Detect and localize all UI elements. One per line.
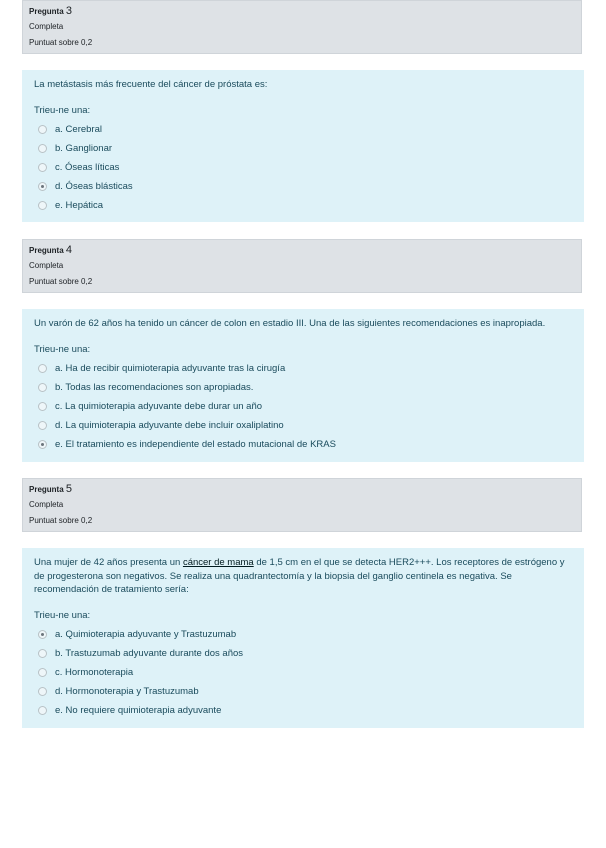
answer-label[interactable]: c. Óseas líticas	[55, 161, 120, 173]
radio-button[interactable]	[38, 201, 47, 210]
answer-prompt: Trieu-ne una:	[34, 104, 91, 116]
question-info-3	[22, 0, 582, 54]
answer-prompt: Trieu-ne una:	[34, 343, 91, 355]
answer-label[interactable]: a. Ha de recibir quimioterapia adyuvante tras la cirugía	[55, 362, 286, 374]
question-content-5	[22, 548, 584, 728]
question-info-5	[22, 478, 582, 532]
answer-label[interactable]: e. Hepática	[55, 199, 104, 211]
question-state: Completa	[29, 500, 64, 509]
answer-option[interactable]	[34, 625, 572, 644]
answer-label[interactable]: b. Ganglionar	[55, 142, 113, 154]
answer-option[interactable]	[34, 378, 572, 397]
answer-option[interactable]	[34, 177, 572, 196]
answer-list	[34, 625, 572, 720]
radio-button[interactable]	[38, 144, 47, 153]
question-text: La metástasis más frecuente del cáncer de próstata es:	[34, 79, 268, 90]
radio-button-selected[interactable]	[38, 182, 47, 191]
answer-label[interactable]: a. Quimioterapia adyuvante y Trastuzumab	[55, 628, 237, 640]
question-text: Un varón de 62 años ha tenido un cáncer de colon en estadio III. Una de las siguientes recomendaciones es inapropiada.	[34, 318, 546, 329]
radio-button[interactable]	[38, 163, 47, 172]
answer-label[interactable]: b. Todas las recomendaciones son apropiadas.	[55, 381, 254, 393]
answer-option[interactable]	[34, 663, 572, 682]
question-grade: Puntuat sobre 0,2	[29, 516, 93, 525]
radio-button[interactable]	[38, 125, 47, 134]
answer-option[interactable]	[34, 701, 572, 720]
answer-list	[34, 359, 572, 454]
answer-option[interactable]	[34, 644, 572, 663]
question-grade: Puntuat sobre 0,2	[29, 277, 93, 286]
answer-option[interactable]	[34, 416, 572, 435]
question-text: Una mujer de 42 años presenta un cáncer de mama de 1,5 cm en el que se detecta HER2+++. Los receptores de estrógeno y de progesterona son negativos. Se realiza una quadrantectomía y la biopsia del ganglio centinela es negativa. Se recomendación de tratamiento sería:	[34, 557, 565, 595]
answer-label[interactable]: d. Óseas blásticas	[55, 180, 133, 192]
question-info-4	[22, 239, 582, 293]
glossary-link[interactable]: cáncer de mama	[182, 557, 254, 568]
answer-option[interactable]	[34, 139, 572, 158]
question-number: Pregunta 4	[29, 244, 73, 256]
answer-label[interactable]: a. Cerebral	[55, 123, 102, 135]
radio-button[interactable]	[38, 421, 47, 430]
answer-list	[34, 120, 572, 215]
answer-option[interactable]	[34, 120, 572, 139]
question-state: Completa	[29, 22, 64, 31]
answer-label[interactable]: c. La quimioterapia adyuvante debe durar un año	[55, 400, 263, 412]
question-grade: Puntuat sobre 0,2	[29, 38, 93, 47]
radio-button[interactable]	[38, 649, 47, 658]
answer-label[interactable]: b. Trastuzumab adyuvante durante dos años	[55, 647, 244, 659]
answer-option[interactable]	[34, 158, 572, 177]
answer-prompt: Trieu-ne una:	[34, 609, 91, 621]
radio-button[interactable]	[38, 402, 47, 411]
answer-option[interactable]	[34, 682, 572, 701]
radio-button[interactable]	[38, 706, 47, 715]
question-number: Pregunta 3	[29, 5, 73, 17]
radio-button[interactable]	[38, 364, 47, 373]
question-number: Pregunta 5	[29, 483, 73, 495]
answer-option[interactable]	[34, 397, 572, 416]
radio-button[interactable]	[38, 383, 47, 392]
radio-button-selected[interactable]	[38, 440, 47, 449]
radio-button-selected[interactable]	[38, 630, 47, 639]
answer-label[interactable]: d. Hormonoterapia y Trastuzumab	[55, 685, 199, 697]
answer-label[interactable]: c. Hormonoterapia	[55, 666, 134, 678]
answer-option[interactable]	[34, 196, 572, 215]
answer-option[interactable]	[34, 435, 572, 454]
answer-label[interactable]: e. No requiere quimioterapia adyuvante	[55, 704, 222, 716]
radio-button[interactable]	[38, 668, 47, 677]
answer-label[interactable]: d. La quimioterapia adyuvante debe incluir oxaliplatino	[55, 419, 284, 431]
question-content-4	[22, 309, 584, 462]
question-state: Completa	[29, 261, 64, 270]
answer-label[interactable]: e. El tratamiento es independiente del estado mutacional de KRAS	[55, 438, 336, 450]
answer-option[interactable]	[34, 359, 572, 378]
question-content-3	[22, 70, 584, 222]
radio-button[interactable]	[38, 687, 47, 696]
